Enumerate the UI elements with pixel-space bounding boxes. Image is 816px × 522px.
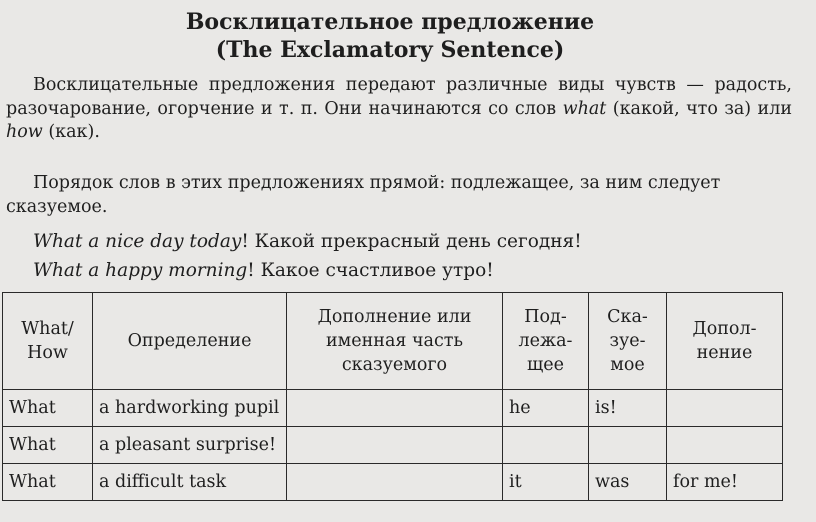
cell-attribute: a pleasant surprise! <box>93 427 287 464</box>
sentence-structure-table <box>2 292 783 501</box>
header-line: What/ <box>21 319 74 339</box>
cell-what: What <box>3 390 93 427</box>
cell-attribute: a hardworking pupil <box>93 390 287 427</box>
header-object-nominal <box>287 293 503 390</box>
cell-subject: he <box>503 390 589 427</box>
header-subject <box>503 293 589 390</box>
cell-predicate <box>589 427 667 464</box>
example-sentence <box>33 259 494 283</box>
cell-predicate: was <box>589 464 667 501</box>
cell-object-nominal <box>287 390 503 427</box>
example-russian: ! Какое счастливое утро! <box>247 260 494 281</box>
cell-attribute: a difficult task <box>93 464 287 501</box>
header-line: Дополнение или <box>317 307 472 327</box>
paragraph-exclamatory-definition <box>6 74 792 145</box>
paragraph-text: (как). <box>42 122 100 142</box>
header-line: щее <box>527 355 564 375</box>
header-line: Ска- <box>607 307 648 327</box>
header-attribute: Определение <box>93 293 287 390</box>
header-line: Под- <box>524 307 567 327</box>
cell-predicate: is! <box>589 390 667 427</box>
header-predicate <box>589 293 667 390</box>
keyword-how: how <box>6 122 43 142</box>
table-header-row <box>3 293 783 390</box>
header-line: именная часть <box>325 331 463 351</box>
example-english: What a nice day today <box>33 231 242 252</box>
section-title: Восклицательное предложение <box>185 9 595 35</box>
cell-object-nominal <box>287 427 503 464</box>
table-row <box>3 427 783 464</box>
header-line: мое <box>610 355 645 375</box>
header-line: сказуемого <box>341 355 448 375</box>
example-english: What a happy morning <box>33 260 248 281</box>
cell-subject <box>503 427 589 464</box>
keyword-what: what <box>562 98 607 119</box>
paragraph-text: (какой, что за) или <box>606 98 793 119</box>
section-subtitle: (The Exclamatory Sentence) <box>215 37 565 63</box>
example-sentence <box>33 230 582 254</box>
table-row <box>3 390 783 427</box>
table-row <box>3 464 783 501</box>
cell-what: What <box>3 427 93 464</box>
header-line: Допол- <box>692 319 757 339</box>
cell-subject: it <box>503 464 589 501</box>
header-line: зуе- <box>609 331 646 351</box>
cell-object <box>667 427 783 464</box>
cell-object <box>667 390 783 427</box>
cell-what: What <box>3 464 93 501</box>
paragraph-word-order: Порядок слов в этих предложениях прямой: подлежащее, за ним следует сказуемое. <box>6 173 721 217</box>
header-object <box>667 293 783 390</box>
example-russian: ! Какой прекрасный день сегодня! <box>241 231 582 252</box>
header-line: лежа- <box>518 331 573 351</box>
cell-object: for me! <box>667 464 783 501</box>
header-what-how <box>3 293 93 390</box>
paragraph-text: Восклицательные предложения передают различные виды чувств — радость, разочарование, огорчение и т. п. Они начинаются со слов <box>6 75 792 119</box>
header-line: How <box>27 343 68 363</box>
cell-object-nominal <box>287 464 503 501</box>
header-line: нение <box>696 343 753 363</box>
